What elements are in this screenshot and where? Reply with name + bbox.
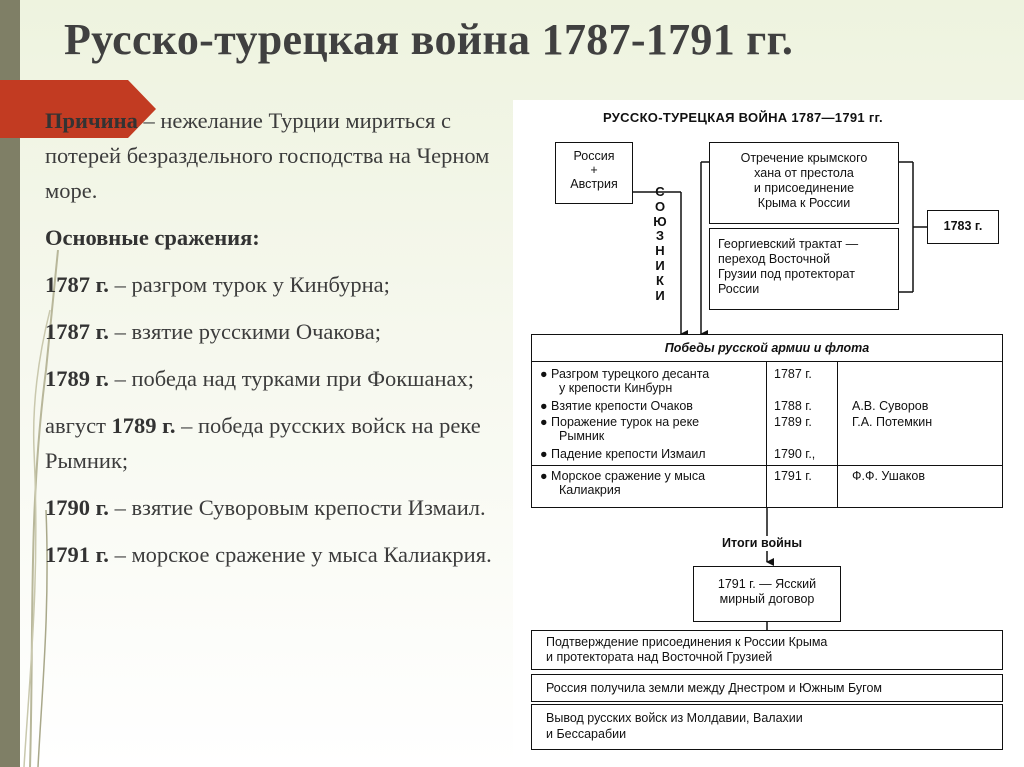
victory-row (540, 447, 706, 462)
allies-line3: Австрия (570, 177, 618, 191)
bullet-icon: ● (540, 469, 548, 483)
event-item (45, 490, 510, 525)
treaty-line: мирный договор (719, 592, 815, 606)
outcome-line: Россия получила земли между Днестром и Южным Бугом (546, 681, 883, 695)
victory-text-cont: Рымник (559, 429, 605, 443)
outcome-line: и Бессарабии (546, 727, 627, 741)
allies-line2: + (590, 163, 598, 177)
crimea-line: и присоединение (753, 181, 855, 195)
bullet-icon: ● (540, 399, 548, 413)
outcome-box (531, 674, 1003, 702)
victories-table (531, 334, 1003, 508)
victory-text: Разгром турецкого десанта (551, 367, 710, 381)
outcome-box (531, 630, 1003, 670)
diagram-title: РУССКО-ТУРЕЦКАЯ ВОЙНА 1787—1791 гг. (603, 110, 883, 125)
event-item (45, 267, 510, 302)
cause-paragraph (45, 103, 510, 208)
georgia-line: переход Восточной (718, 252, 831, 266)
crimea-box (709, 142, 899, 224)
year-1783-box (927, 210, 999, 244)
commander: Г.А. Потемкин (852, 415, 933, 429)
crimea-line: Отречение крымского (740, 151, 868, 165)
cause-text: – нежелание Турции мириться с потерей безраздельного господства на Черном море. (45, 108, 490, 203)
georgia-line: России (718, 282, 760, 296)
outcome-line: Вывод русских войск из Молдавии, Валахии (546, 711, 803, 725)
victory-year: 1788 г. (774, 399, 812, 413)
left-text-block (45, 103, 510, 584)
allies-box (555, 142, 633, 204)
victory-text-cont: у крепости Кинбурн (559, 381, 673, 395)
victory-year: 1789 г. (774, 415, 812, 429)
victory-row (540, 415, 699, 430)
outcome-line: Подтверждение присоединения к России Крыма (546, 635, 828, 649)
event-date: 1787 г. (45, 319, 109, 344)
victory-text: Взятие крепости Очаков (551, 399, 693, 413)
bullet-icon: ● (540, 415, 548, 429)
event-item (45, 314, 510, 349)
bullet-icon: ● (540, 367, 548, 381)
event-text: – победа над турками при Фокшанах; (108, 366, 475, 391)
victory-year: 1787 г. (774, 367, 812, 381)
diagram-panel (513, 100, 1024, 767)
battles-heading (45, 220, 510, 255)
crimea-line: хана от престола (754, 166, 854, 180)
event-text: – морское сражение у мыса Калиакрия. (108, 542, 492, 567)
victory-text: Поражение турок на реке (551, 415, 700, 429)
event-text: – разгром турок у Кинбурна; (108, 272, 390, 297)
georgia-line: Грузии под протекторат (718, 267, 855, 281)
georgia-line: Георгиевский трактат — (718, 237, 859, 251)
victory-row (540, 399, 693, 414)
event-date: 1789 г. (111, 413, 176, 438)
victories-header: Победы русской армии и флота (664, 341, 870, 355)
event-text: – победа русских войск на реке Рымник; (45, 413, 481, 473)
event-date: 1790 г. (45, 495, 109, 520)
event-text: – взятие Суворовым крепости Измаил. (108, 495, 486, 520)
commander: А.В. Суворов (852, 399, 929, 413)
outcome-box (531, 704, 1003, 750)
event-item (45, 361, 510, 396)
results-label: Итоги войны (719, 536, 805, 551)
page-title: Русско-турецкая война 1787-1791 гг. (64, 15, 794, 64)
event-item (45, 537, 510, 572)
victory-row (540, 469, 705, 484)
crimea-line: Крыма к России (757, 196, 851, 210)
victory-text: Морское сражение у мыса (551, 469, 706, 483)
allies-vertical-label: С О Ю З Н И К И (653, 184, 667, 303)
bullet-icon: ● (540, 447, 548, 461)
victory-text-cont: Калиакрия (559, 483, 621, 497)
event-date: 1791 г. (45, 542, 109, 567)
outcome-line: и протектората над Восточной Грузией (546, 650, 773, 664)
cause-label: Причина (45, 108, 138, 133)
victory-year: 1790 г., (774, 447, 816, 461)
battles-heading-text: Основные сражения: (45, 225, 260, 250)
event-item (45, 408, 510, 478)
treaty-line: 1791 г. — Ясский (717, 577, 817, 591)
event-date: 1787 г. (45, 272, 109, 297)
event-text: – взятие русскими Очакова; (108, 319, 381, 344)
georgia-box (709, 228, 899, 310)
naval-commander: Ф.Ф. Ушаков (852, 469, 925, 483)
year-1783-label: 1783 г. (943, 219, 983, 233)
event-prefix: август (45, 413, 112, 438)
victory-text: Падение крепости Измаил (551, 447, 706, 461)
event-date: 1789 г. (45, 366, 109, 391)
treaty-box (693, 566, 841, 622)
allies-line1: Россия (573, 149, 615, 163)
victory-row (540, 367, 709, 382)
victory-year: 1791 г. (774, 469, 812, 483)
